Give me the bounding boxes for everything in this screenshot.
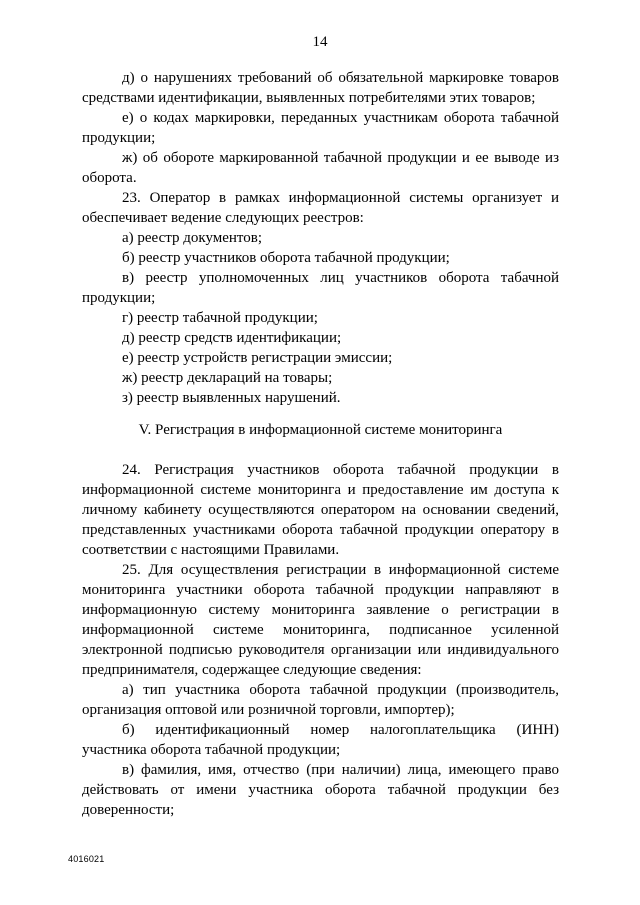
page-number: 14	[312, 34, 328, 50]
paragraph: е) о кодах маркировки, переданных участникам оборота табачной продукции;	[82, 110, 559, 146]
list-item: ж) реестр деклараций на товары;	[122, 370, 333, 386]
paragraph: 25. Для осуществления регистрации в информационной системе мониторинга участники оборота табачной продукции направляют в информационную систему мониторинга заявление о регистрации в информационной системе мониторинга, подписанное усиленной электронной подписью руководителя организации или индивидуального предпринимателя, содержащее следующие сведения:	[82, 562, 559, 678]
section-heading: V. Регистрация в информационной системе мониторинга	[138, 422, 503, 438]
list-item: е) реестр устройств регистрации эмиссии;	[122, 350, 393, 366]
list-item: в) реестр уполномоченных лиц участников оборота табачной продукции;	[82, 270, 559, 306]
list-item: а) тип участника оборота табачной продукции (производитель, организация оптовой или розничной торговли, импортер);	[82, 682, 559, 718]
paragraph: 23. Оператор в рамках информационной системы организует и обеспечивает ведение следующих реестров:	[82, 190, 559, 226]
list-item: б) реестр участников оборота табачной продукции;	[122, 250, 450, 266]
list-item: а) реестр документов;	[122, 230, 263, 246]
list-item: б) идентификационный номер налогоплательщика (ИНН) участника оборота табачной продукции;	[82, 722, 559, 758]
list-item: г) реестр табачной продукции;	[122, 310, 318, 326]
list-item: д) реестр средств идентификации;	[122, 330, 342, 346]
document-id: 4016021	[68, 854, 105, 864]
list-item: з) реестр выявленных нарушений.	[122, 390, 341, 406]
list-item: в) фамилия, имя, отчество (при наличии) лица, имеющего право действовать от имени участника оборота табачной продукции без доверенности;	[82, 762, 559, 818]
paragraph: д) о нарушениях требований об обязательной маркировке товаров средствами идентификации, выявленных потребителями этих товаров;	[82, 70, 559, 106]
paragraph: 24. Регистрация участников оборота табачной продукции в информационной системе мониторинга и предоставление им доступа к личному кабинету осуществляются оператором на основании сведений, представленных участниками оборота табачной продукции оператору в соответствии с настоящими Правилами.	[82, 462, 559, 558]
document-body	[82, 68, 559, 820]
paragraph: ж) об обороте маркированной табачной продукции и ее выводе из оборота.	[82, 150, 559, 186]
